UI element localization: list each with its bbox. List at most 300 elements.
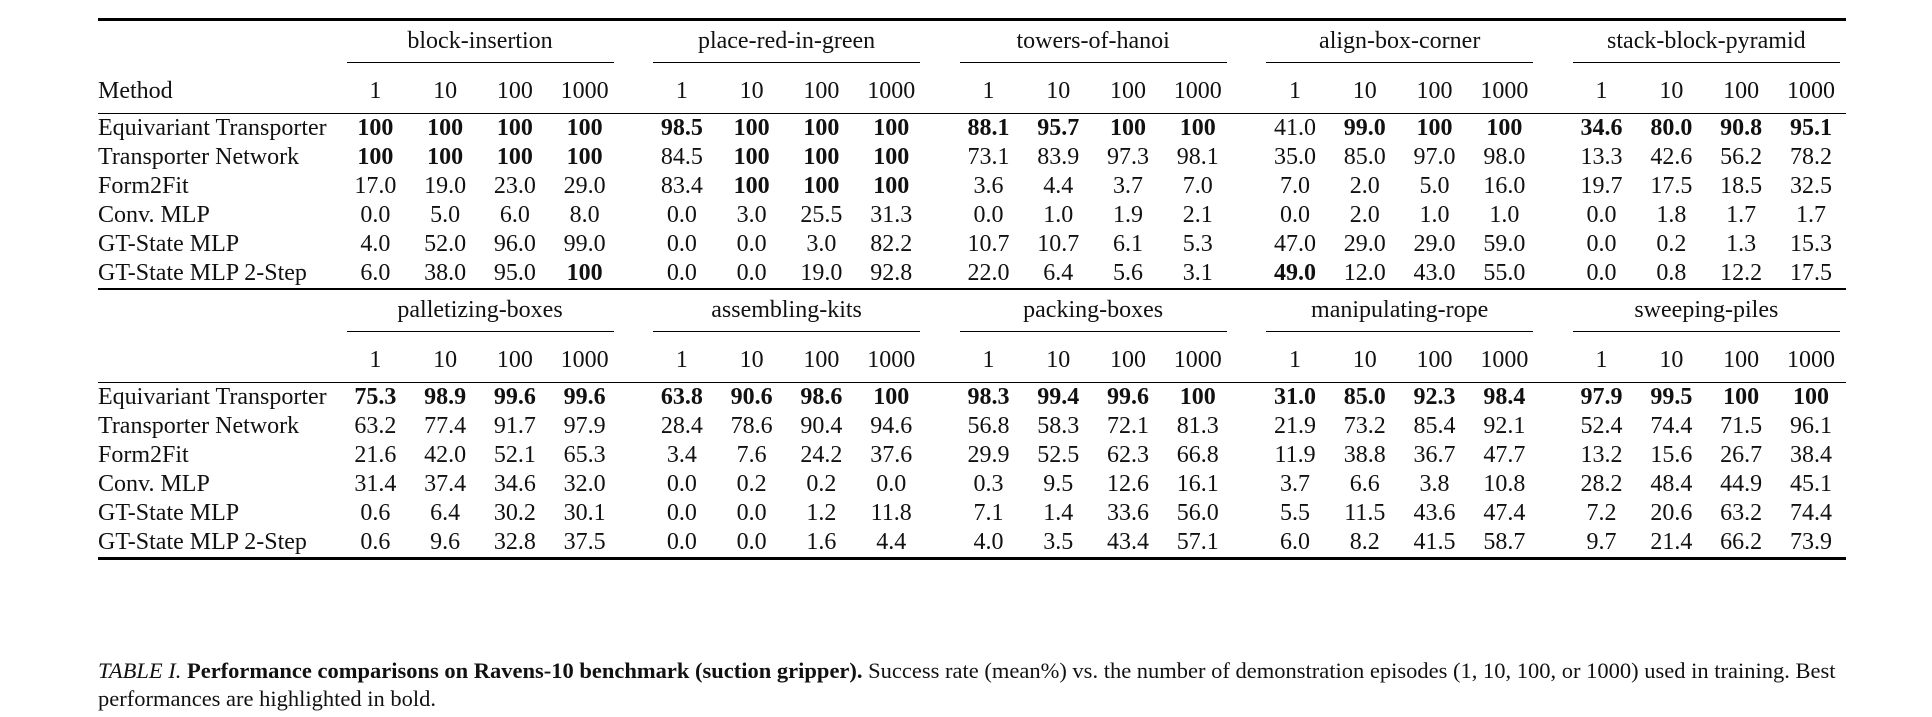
value-cell b: 99.6 bbox=[480, 383, 550, 413]
value-cell b: 97.9 bbox=[1567, 383, 1637, 413]
task-header-row bbox=[98, 20, 1846, 70]
column-gap bbox=[1539, 20, 1566, 70]
column-gap bbox=[1233, 289, 1260, 338]
episode-count-header: 100 bbox=[803, 346, 840, 373]
value-cell: 74.4 bbox=[1650, 413, 1693, 439]
column-gap bbox=[620, 201, 647, 230]
value-cell: 0.0 bbox=[666, 202, 697, 228]
value-cell b: 100 bbox=[550, 114, 620, 144]
episodes-header-row bbox=[98, 338, 1846, 383]
results-table bbox=[98, 18, 1846, 560]
value-cell: 25.5 bbox=[800, 202, 843, 228]
episode-count-header: 100 bbox=[803, 77, 840, 104]
column-gap bbox=[1539, 230, 1566, 259]
column-gap bbox=[1539, 201, 1566, 230]
value-cell: 77.4 bbox=[424, 413, 467, 439]
value-cell: 6.0 bbox=[360, 260, 391, 286]
value-cell: 4.4 bbox=[1043, 173, 1074, 199]
column-gap bbox=[1539, 383, 1566, 413]
value-cell: 0.6 bbox=[360, 500, 391, 526]
column-gap bbox=[620, 114, 647, 144]
value-cell: 31.4 bbox=[354, 471, 397, 497]
value-cell: 1.0 bbox=[1489, 202, 1520, 228]
value-cell b: 99.5 bbox=[1636, 383, 1706, 413]
value-cell: 0.0 bbox=[360, 202, 391, 228]
value-cell: 0.0 bbox=[1586, 231, 1617, 257]
value-cell: 1.0 bbox=[1043, 202, 1074, 228]
header-blank-cell bbox=[98, 289, 341, 338]
value-cell: 23.0 bbox=[493, 173, 536, 199]
value-cell: 0.0 bbox=[736, 500, 767, 526]
episode-count-header: 1000 bbox=[1173, 346, 1222, 373]
value-cell: 0.0 bbox=[717, 528, 787, 559]
value-cell b: 85.0 bbox=[1330, 383, 1400, 413]
value-cell: 98.0 bbox=[1483, 144, 1526, 170]
caption-title: Performance comparisons on Ravens-10 benchmark (suction gripper). bbox=[186, 658, 863, 683]
value-cell: 16.1 bbox=[1176, 471, 1219, 497]
value-cell: 92.8 bbox=[870, 260, 913, 286]
value-cell: 12.6 bbox=[1106, 471, 1149, 497]
value-cell: 1.7 bbox=[1726, 202, 1757, 228]
value-cell b: 98.3 bbox=[954, 383, 1024, 413]
episode-count-header: 100 bbox=[1416, 77, 1453, 104]
table-row bbox=[98, 499, 1846, 528]
value-cell b: 100 bbox=[341, 114, 411, 144]
value-cell: 0.0 bbox=[1586, 260, 1617, 286]
value-cell: 29.0 bbox=[1413, 231, 1456, 257]
column-gap bbox=[620, 20, 647, 70]
value-cell b: 100 bbox=[733, 144, 770, 170]
column-gap bbox=[1539, 114, 1566, 144]
value-cell: 0.2 bbox=[1656, 231, 1687, 257]
value-cell: 83.9 bbox=[1037, 144, 1080, 170]
value-cell b: 92.3 bbox=[1400, 383, 1470, 413]
method-header: Method bbox=[98, 77, 173, 104]
column-gap bbox=[1539, 412, 1566, 441]
value-cell: 62.3 bbox=[1106, 442, 1149, 468]
method-name: Conv. MLP bbox=[98, 471, 210, 497]
value-cell: 29.9 bbox=[967, 442, 1010, 468]
value-cell: 21.4 bbox=[1636, 528, 1706, 559]
value-cell: 6.0 bbox=[1260, 528, 1330, 559]
value-cell: 59.0 bbox=[1483, 231, 1526, 257]
table-caption bbox=[98, 657, 1914, 713]
value-cell b: 31.0 bbox=[1260, 383, 1330, 413]
value-cell b: 100 bbox=[1706, 383, 1776, 413]
value-cell: 0.0 bbox=[666, 471, 697, 497]
value-cell: 5.3 bbox=[1182, 231, 1213, 257]
task-header-cell bbox=[1567, 20, 1846, 70]
column-gap bbox=[1233, 230, 1260, 259]
value-cell: 63.2 bbox=[354, 413, 397, 439]
column-gap bbox=[1233, 499, 1260, 528]
value-cell: 0.0 bbox=[1280, 202, 1311, 228]
value-cell: 5.0 bbox=[430, 202, 461, 228]
value-cell: 5.6 bbox=[1112, 260, 1143, 286]
episode-count-header: 1 bbox=[369, 77, 382, 104]
value-cell b: 63.8 bbox=[647, 383, 717, 413]
value-cell: 6.4 bbox=[430, 500, 461, 526]
episode-count-header: 1 bbox=[369, 346, 382, 373]
value-cell: 2.0 bbox=[1349, 202, 1380, 228]
task-name: place-red-in-green bbox=[653, 27, 920, 63]
value-cell: 21.9 bbox=[1274, 413, 1317, 439]
value-cell: 3.5 bbox=[1023, 528, 1093, 559]
value-cell b: 100 bbox=[1093, 114, 1163, 144]
value-cell: 28.4 bbox=[660, 413, 703, 439]
table-row bbox=[98, 201, 1846, 230]
column-gap bbox=[1233, 259, 1260, 289]
method-name: Equivariant Transporter bbox=[98, 114, 341, 144]
value-cell: 12.2 bbox=[1720, 260, 1763, 286]
column-gap bbox=[1539, 259, 1566, 289]
value-cell: 84.5 bbox=[660, 144, 703, 170]
value-cell: 15.6 bbox=[1650, 442, 1693, 468]
column-gap bbox=[1539, 470, 1566, 499]
value-cell b: 34.6 bbox=[1567, 114, 1637, 144]
value-cell: 0.0 bbox=[666, 231, 697, 257]
value-cell: 3.0 bbox=[806, 231, 837, 257]
value-cell: 5.0 bbox=[1419, 173, 1450, 199]
value-cell: 3.6 bbox=[973, 173, 1004, 199]
value-cell: 82.2 bbox=[870, 231, 913, 257]
value-cell: 0.6 bbox=[341, 528, 411, 559]
value-cell: 90.4 bbox=[800, 413, 843, 439]
value-cell: 17.5 bbox=[1650, 173, 1693, 199]
episode-count-header: 10 bbox=[433, 77, 458, 104]
episode-count-header: 10 bbox=[1046, 77, 1071, 104]
value-cell: 41.0 bbox=[1260, 114, 1330, 144]
value-cell b: 100 bbox=[803, 144, 840, 170]
task-name: packing-boxes bbox=[960, 296, 1227, 332]
value-cell b: 100 bbox=[787, 114, 857, 144]
column-gap bbox=[1539, 528, 1566, 559]
value-cell: 21.6 bbox=[354, 442, 397, 468]
value-cell: 0.0 bbox=[973, 202, 1004, 228]
value-cell: 73.1 bbox=[967, 144, 1010, 170]
value-cell: 0.0 bbox=[647, 528, 717, 559]
value-cell: 56.8 bbox=[967, 413, 1010, 439]
episode-count-header: 100 bbox=[496, 77, 533, 104]
value-cell: 98.1 bbox=[1176, 144, 1219, 170]
method-name: Transporter Network bbox=[98, 413, 300, 439]
value-cell: 85.4 bbox=[1413, 413, 1456, 439]
value-cell: 42.6 bbox=[1650, 144, 1693, 170]
column-gap bbox=[1233, 383, 1260, 413]
value-cell: 15.3 bbox=[1789, 231, 1832, 257]
method-header bbox=[98, 338, 341, 383]
value-cell: 10.7 bbox=[1037, 231, 1080, 257]
task-header-cell bbox=[1260, 20, 1539, 70]
column-gap bbox=[926, 230, 953, 259]
column-gap bbox=[926, 114, 953, 144]
value-cell: 17.0 bbox=[354, 173, 397, 199]
value-cell: 47.0 bbox=[1274, 231, 1317, 257]
value-cell: 96.0 bbox=[493, 231, 536, 257]
value-cell: 32.0 bbox=[563, 471, 606, 497]
caption-label: TABLE I. bbox=[98, 658, 182, 683]
value-cell: 43.0 bbox=[1413, 260, 1456, 286]
episode-count-header: 1 bbox=[1595, 346, 1608, 373]
method-name: Conv. MLP bbox=[98, 202, 210, 228]
value-cell: 0.2 bbox=[806, 471, 837, 497]
value-cell b: 99.6 bbox=[550, 383, 620, 413]
column-gap bbox=[926, 289, 953, 338]
value-cell: 8.0 bbox=[569, 202, 600, 228]
value-cell b: 95.7 bbox=[1023, 114, 1093, 144]
value-cell b: 100 bbox=[733, 173, 770, 199]
column-gap bbox=[1539, 499, 1566, 528]
value-cell: 19.0 bbox=[800, 260, 843, 286]
column-gap bbox=[620, 528, 647, 559]
value-cell: 41.5 bbox=[1400, 528, 1470, 559]
value-cell: 99.0 bbox=[563, 231, 606, 257]
table-row bbox=[98, 441, 1846, 470]
episode-count-header: 1 bbox=[982, 77, 995, 104]
value-cell: 9.7 bbox=[1567, 528, 1637, 559]
header-blank-cell bbox=[98, 20, 341, 70]
value-cell: 45.1 bbox=[1789, 471, 1832, 497]
task-name: stack-block-pyramid bbox=[1573, 27, 1840, 63]
value-cell: 33.6 bbox=[1106, 500, 1149, 526]
value-cell: 43.6 bbox=[1413, 500, 1456, 526]
value-cell: 28.2 bbox=[1580, 471, 1623, 497]
value-cell: 7.2 bbox=[1586, 500, 1617, 526]
method-name: Equivariant Transporter bbox=[98, 383, 341, 413]
value-cell: 4.0 bbox=[360, 231, 391, 257]
table-row bbox=[98, 383, 1846, 413]
table-row bbox=[98, 259, 1846, 289]
value-cell b: 49.0 bbox=[1274, 260, 1317, 286]
episode-count-header: 10 bbox=[1659, 346, 1684, 373]
episode-count-header: 1000 bbox=[560, 346, 609, 373]
value-cell: 32.8 bbox=[480, 528, 550, 559]
value-cell b: 90.8 bbox=[1706, 114, 1776, 144]
table-row bbox=[98, 114, 1846, 144]
value-cell b: 100 bbox=[357, 144, 394, 170]
value-cell: 3.8 bbox=[1419, 471, 1450, 497]
table-row bbox=[98, 230, 1846, 259]
value-cell: 56.2 bbox=[1720, 144, 1763, 170]
value-cell b: 95.1 bbox=[1776, 114, 1846, 144]
value-cell b: 100 bbox=[1776, 383, 1846, 413]
value-cell b: 99.4 bbox=[1023, 383, 1093, 413]
value-cell: 20.6 bbox=[1650, 500, 1693, 526]
value-cell: 37.4 bbox=[424, 471, 467, 497]
value-cell: 73.9 bbox=[1776, 528, 1846, 559]
value-cell: 30.2 bbox=[493, 500, 536, 526]
method-name: Transporter Network bbox=[98, 144, 300, 170]
episode-count-header: 1000 bbox=[867, 346, 916, 373]
value-cell b: 100 bbox=[566, 260, 603, 286]
value-cell: 0.0 bbox=[1586, 202, 1617, 228]
episode-count-header: 1 bbox=[675, 77, 688, 104]
column-gap bbox=[926, 143, 953, 172]
value-cell: 73.2 bbox=[1343, 413, 1386, 439]
column-gap bbox=[620, 499, 647, 528]
value-cell b: 100 bbox=[496, 144, 533, 170]
value-cell: 4.4 bbox=[856, 528, 926, 559]
value-cell: 10.8 bbox=[1483, 471, 1526, 497]
value-cell: 92.1 bbox=[1483, 413, 1526, 439]
value-cell: 57.1 bbox=[1163, 528, 1233, 559]
episode-count-header: 1000 bbox=[867, 77, 916, 104]
column-gap bbox=[926, 441, 953, 470]
column-gap bbox=[1233, 441, 1260, 470]
column-gap bbox=[1539, 69, 1566, 114]
value-cell b: 88.1 bbox=[954, 114, 1024, 144]
value-cell b: 100 bbox=[1163, 114, 1233, 144]
value-cell: 6.0 bbox=[499, 202, 530, 228]
task-header-cell bbox=[954, 289, 1233, 338]
task-name: block-insertion bbox=[347, 27, 614, 63]
value-cell: 91.7 bbox=[493, 413, 536, 439]
value-cell: 43.4 bbox=[1093, 528, 1163, 559]
episode-count-header: 1000 bbox=[1786, 346, 1835, 373]
value-cell: 0.3 bbox=[973, 471, 1004, 497]
value-cell b: 100 bbox=[873, 173, 910, 199]
task-name: assembling-kits bbox=[653, 296, 920, 332]
value-cell: 19.7 bbox=[1580, 173, 1623, 199]
episode-count-header: 10 bbox=[1046, 346, 1071, 373]
value-cell: 42.0 bbox=[424, 442, 467, 468]
value-cell: 35.0 bbox=[1274, 144, 1317, 170]
value-cell b: 98.6 bbox=[787, 383, 857, 413]
task-name: palletizing-boxes bbox=[347, 296, 614, 332]
value-cell: 0.0 bbox=[666, 260, 697, 286]
column-gap bbox=[926, 172, 953, 201]
value-cell: 65.3 bbox=[563, 442, 606, 468]
value-cell: 85.0 bbox=[1343, 144, 1386, 170]
column-gap bbox=[926, 383, 953, 413]
column-gap bbox=[1539, 143, 1566, 172]
value-cell: 0.2 bbox=[736, 471, 767, 497]
column-gap bbox=[620, 143, 647, 172]
episode-count-header: 1 bbox=[1289, 77, 1302, 104]
task-name: manipulating-rope bbox=[1266, 296, 1533, 332]
value-cell: 71.5 bbox=[1720, 413, 1763, 439]
value-cell: 1.7 bbox=[1795, 202, 1826, 228]
value-cell: 30.1 bbox=[563, 500, 606, 526]
method-name: Form2Fit bbox=[98, 173, 189, 199]
value-cell b: 100 bbox=[1400, 114, 1470, 144]
column-gap bbox=[1233, 338, 1260, 383]
episode-count-header: 1 bbox=[982, 346, 995, 373]
value-cell: 96.1 bbox=[1789, 413, 1832, 439]
value-cell: 29.0 bbox=[563, 173, 606, 199]
value-cell b: 100 bbox=[1163, 383, 1233, 413]
value-cell: 47.4 bbox=[1483, 500, 1526, 526]
value-cell: 74.4 bbox=[1789, 500, 1832, 526]
column-gap bbox=[926, 499, 953, 528]
value-cell: 38.0 bbox=[424, 260, 467, 286]
value-cell: 97.0 bbox=[1413, 144, 1456, 170]
episode-count-header: 100 bbox=[1109, 346, 1146, 373]
value-cell: 7.0 bbox=[1182, 173, 1213, 199]
episode-count-header: 1000 bbox=[1480, 346, 1529, 373]
episode-count-header: 10 bbox=[739, 346, 764, 373]
value-cell: 78.2 bbox=[1789, 144, 1832, 170]
table-row bbox=[98, 412, 1846, 441]
value-cell: 2.0 bbox=[1349, 173, 1380, 199]
value-cell: 7.6 bbox=[736, 442, 767, 468]
value-cell: 29.0 bbox=[1343, 231, 1386, 257]
value-cell: 26.7 bbox=[1720, 442, 1763, 468]
value-cell: 11.9 bbox=[1274, 442, 1316, 468]
column-gap bbox=[1233, 412, 1260, 441]
column-gap bbox=[926, 338, 953, 383]
episode-count-header: 10 bbox=[433, 346, 458, 373]
method-name: GT-State MLP 2-Step bbox=[98, 528, 341, 559]
episode-count-header: 100 bbox=[496, 346, 533, 373]
value-cell: 72.1 bbox=[1106, 413, 1149, 439]
value-cell b: 100 bbox=[566, 144, 603, 170]
value-cell: 38.8 bbox=[1343, 442, 1386, 468]
column-gap bbox=[926, 412, 953, 441]
value-cell: 7.1 bbox=[973, 500, 1004, 526]
value-cell b: 100 bbox=[803, 173, 840, 199]
column-gap bbox=[1233, 172, 1260, 201]
column-gap bbox=[1539, 289, 1566, 338]
episode-count-header: 1000 bbox=[1786, 77, 1835, 104]
episode-count-header: 1 bbox=[1289, 346, 1302, 373]
episode-count-header: 100 bbox=[1723, 77, 1760, 104]
episode-count-header: 10 bbox=[1352, 77, 1377, 104]
value-cell: 7.0 bbox=[1280, 173, 1311, 199]
value-cell: 58.3 bbox=[1037, 413, 1080, 439]
table-row bbox=[98, 172, 1846, 201]
method-name: Form2Fit bbox=[98, 442, 189, 468]
column-gap bbox=[926, 69, 953, 114]
value-cell: 47.7 bbox=[1483, 442, 1526, 468]
value-cell: 3.7 bbox=[1280, 471, 1311, 497]
column-gap bbox=[620, 172, 647, 201]
value-cell: 66.2 bbox=[1706, 528, 1776, 559]
task-header-cell bbox=[1567, 289, 1846, 338]
value-cell b: 98.5 bbox=[647, 114, 717, 144]
column-gap bbox=[1233, 20, 1260, 70]
value-cell: 0.8 bbox=[1656, 260, 1687, 286]
column-gap bbox=[926, 470, 953, 499]
value-cell: 97.9 bbox=[563, 413, 606, 439]
task-header-cell bbox=[647, 289, 926, 338]
value-cell: 0.0 bbox=[666, 500, 697, 526]
value-cell b: 75.3 bbox=[341, 383, 411, 413]
value-cell: 3.7 bbox=[1112, 173, 1143, 199]
column-gap bbox=[620, 470, 647, 499]
column-gap bbox=[926, 259, 953, 289]
task-name: towers-of-hanoi bbox=[960, 27, 1227, 63]
value-cell: 1.6 bbox=[787, 528, 857, 559]
episodes-header-row bbox=[98, 69, 1846, 114]
method-name: GT-State MLP bbox=[98, 231, 240, 257]
value-cell: 10.7 bbox=[967, 231, 1010, 257]
value-cell: 1.9 bbox=[1112, 202, 1143, 228]
value-cell b: 99.6 bbox=[1093, 383, 1163, 413]
value-cell: 3.0 bbox=[736, 202, 767, 228]
episode-count-header: 1 bbox=[675, 346, 688, 373]
column-gap bbox=[620, 259, 647, 289]
column-gap bbox=[1233, 143, 1260, 172]
value-cell: 11.5 bbox=[1344, 500, 1386, 526]
value-cell: 94.6 bbox=[870, 413, 913, 439]
episode-count-header: 1000 bbox=[560, 77, 609, 104]
column-gap bbox=[1233, 114, 1260, 144]
value-cell b: 100 bbox=[427, 144, 464, 170]
value-cell: 52.1 bbox=[493, 442, 536, 468]
value-cell: 0.0 bbox=[736, 260, 767, 286]
task-header-cell bbox=[341, 20, 620, 70]
